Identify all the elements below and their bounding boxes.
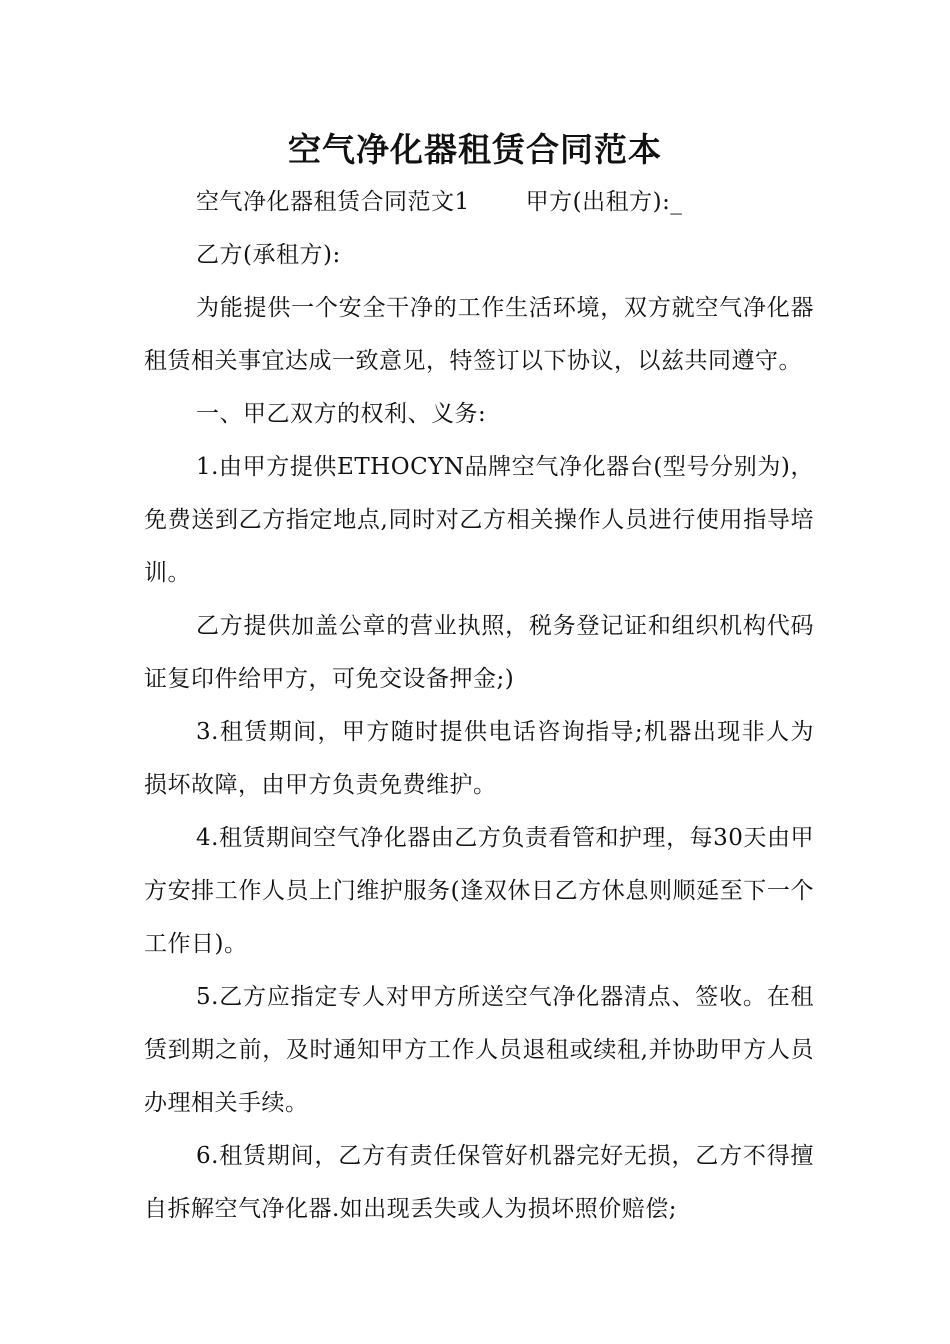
clause-item-3: 3.租赁期间，甲方随时提供电话咨询指导;机器出现非人为损坏故障，由甲方负责免费维护。 — [144, 719, 814, 798]
clause-item-2: 乙方提供加盖公章的营业执照，税务登记证和组织机构代码证复印件给甲方，可免交设备押金;) — [144, 613, 814, 692]
party-b-line: 乙方(承租方): — [196, 242, 341, 268]
clause-item-6: 6.租赁期间，乙方有责任保管好机器完好无损，乙方不得擅自拆解空气净化器.如出现丢失或人为损坏照价赔偿; — [144, 1143, 814, 1222]
subtitle-text: 空气净化器租赁合同范文1 — [196, 189, 470, 215]
party-a-text: 甲方(出租方):_ — [525, 189, 683, 215]
section-heading-1: 一、甲乙双方的权利、义务: — [196, 401, 487, 427]
subtitle-line — [144, 176, 814, 229]
clause-item-1: 1.由甲方提供ETHOCYN品牌空气净化器台(型号分别为)，免费送到乙方指定地点,同时对乙方相关操作人员进行使用指导培训。 — [144, 454, 814, 586]
document-body — [144, 176, 814, 1236]
intro-paragraph: 为能提供一个安全干净的工作生活环境，双方就空气净化器租赁相关事宜达成一致意见，特签订以下协议，以兹共同遵守。 — [144, 295, 814, 374]
clause-item-4: 4.租赁期间空气净化器由乙方负责看管和护理，每30天由甲方安排工作人员上门维护服务(逢双休日乙方休息则顺延至下一个工作日)。 — [144, 825, 814, 957]
document-title: 空气净化器租赁合同范本 — [288, 130, 662, 169]
clause-item-5: 5.乙方应指定专人对甲方所送空气净化器清点、签收。在租赁到期之前，及时通知甲方工作人员退租或续租,并协助甲方人员办理相关手续。 — [144, 984, 814, 1116]
